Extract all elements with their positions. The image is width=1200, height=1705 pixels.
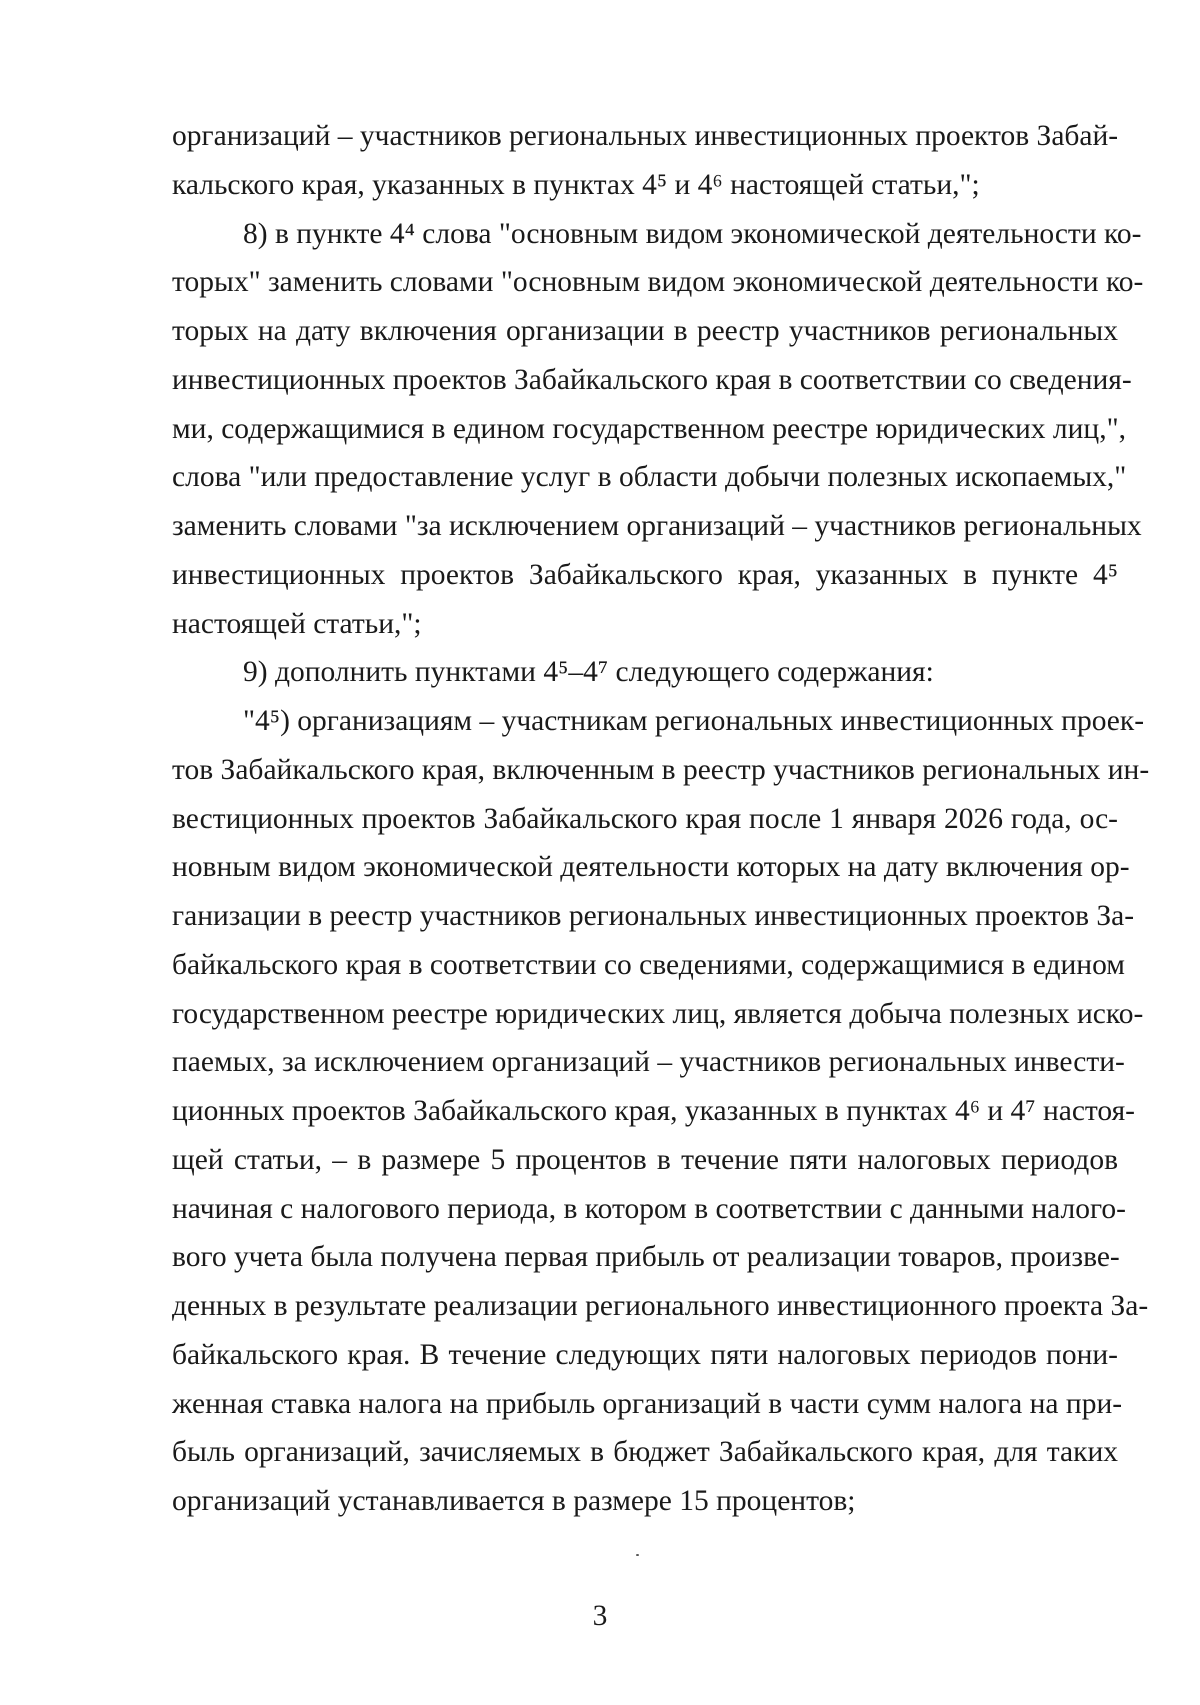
text-line: инвестиционных проектов Забайкальского края, указанных в пункте 4⁵ — [172, 558, 1118, 591]
text-line: быль организаций, зачисляемых в бюджет Забайкальского края, для таких — [172, 1436, 1118, 1469]
text-line: вого учета была получена первая прибыль от реализации товаров, произве- — [172, 1241, 1120, 1274]
text-line: вестиционных проектов Забайкальского края после 1 января 2026 года, ос- — [172, 802, 1118, 835]
document-body — [172, 112, 1150, 1526]
text-line: 9) дополнить пунктами 4⁵–4⁷ следующего содержания: — [243, 656, 934, 689]
text-line: инвестиционных проектов Забайкальского края в соответствии со сведения- — [172, 363, 1132, 396]
text-line: кальского края, указанных в пунктах 4⁵ и 4⁶ настоящей статьи,"; — [172, 168, 980, 201]
text-line: тов Забайкальского края, включенным в реестр участников региональных ин- — [172, 753, 1150, 786]
text-line: байкальского края в соответствии со сведениями, содержащимися в едином — [172, 948, 1125, 981]
text-line: начиная с налогового периода, в котором в соответствии с данными налого- — [172, 1192, 1126, 1225]
text-line: ми, содержащимися в едином государственном реестре юридических лиц,", — [172, 412, 1126, 445]
text-line: паемых, за исключением организаций – участников региональных инвести- — [172, 1046, 1125, 1079]
text-line: торых" заменить словами "основным видом экономической деятельности ко- — [172, 266, 1144, 299]
text-line: байкальского края. В течение следующих пяти налоговых периодов пони- — [172, 1338, 1118, 1371]
text-line: слова "или предоставление услуг в области добычи полезных ископаемых," — [172, 461, 1127, 494]
text-line: государственном реестре юридических лиц, является добыча полезных иско- — [172, 997, 1144, 1030]
text-line: организаций – участников региональных инвестиционных проектов Забай- — [172, 120, 1119, 152]
page-number: 3 — [592, 1600, 608, 1632]
text-line: торых на дату включения организации в реестр участников региональных — [172, 315, 1118, 347]
text-line: женная ставка налога на прибыль организаций в части сумм налога на при- — [172, 1387, 1123, 1420]
scan-speck — [636, 1554, 639, 1556]
text-line: ганизации в реестр участников региональных инвестиционных проектов За- — [172, 900, 1135, 932]
text-line: настоящей статьи,"; — [172, 607, 422, 640]
text-line: заменить словами "за исключением организаций – участников региональных — [172, 510, 1142, 542]
text-line: новным видом экономической деятельности которых на дату включения ор- — [172, 851, 1130, 884]
text-line: 8) в пункте 4⁴ слова "основным видом экономической деятельности ко- — [243, 217, 1142, 250]
text-line: организаций устанавливается в размере 15 процентов; — [172, 1485, 856, 1517]
text-line: денных в результате реализации регионального инвестиционного проекта За- — [172, 1290, 1149, 1322]
text-line: "4⁵) организациям – участникам региональных инвестиционных проек- — [243, 705, 1145, 737]
text-line: щей статьи, – в размере 5 процентов в течение пяти налоговых периодов — [172, 1143, 1118, 1176]
text-line: ционных проектов Забайкальского края, указанных в пунктах 4⁶ и 4⁷ настоя- — [172, 1095, 1135, 1127]
